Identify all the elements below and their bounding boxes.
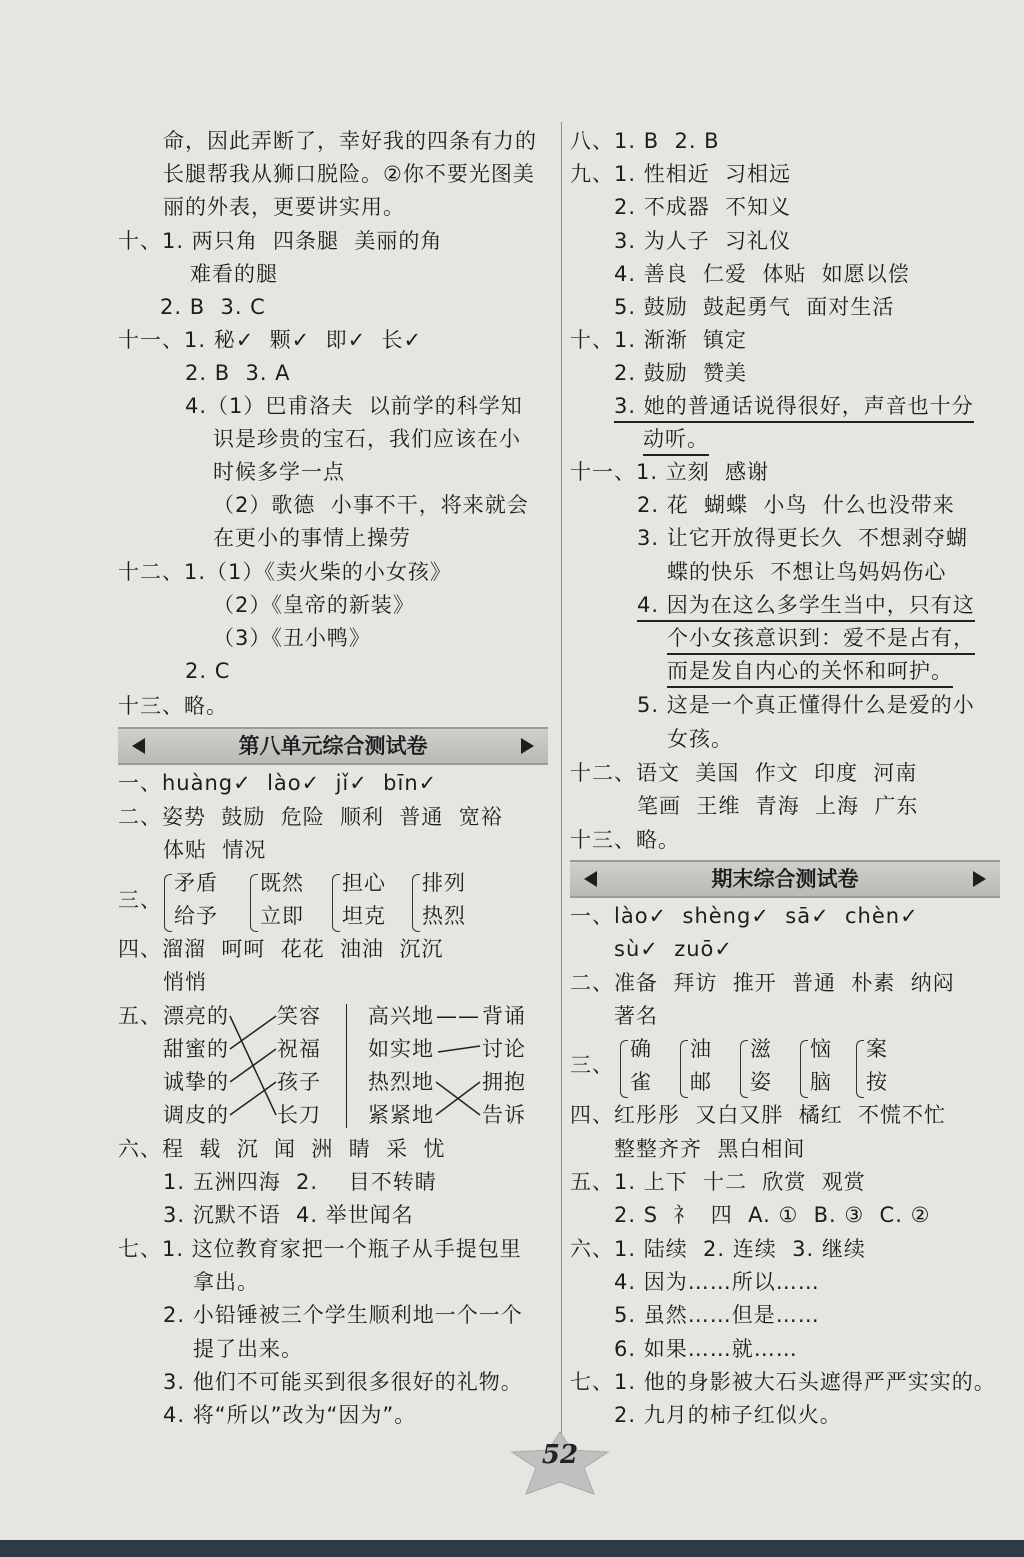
pair-bottom: 姿: [750, 1070, 772, 1094]
left-line: 十二、1.（1）《卖火柴的小女孩》: [118, 560, 452, 584]
right-line: 3. 她的普通话说得很好，声音也十分: [614, 391, 974, 423]
banner-title: 期末综合测试卷: [711, 866, 859, 891]
matching-lines: [434, 1032, 484, 1132]
right-line: 十、1. 渐渐 镇定: [570, 328, 748, 352]
answer-line: 5. 虽然……但是……: [614, 1303, 820, 1327]
left-line: 识是珍贵的宝石，我们应该在小: [213, 427, 521, 451]
match-right: 讨论: [482, 1037, 526, 1061]
page-number: 52: [541, 1440, 579, 1470]
right-line: 4. 善良 仁爱 体贴 如愿以偿: [614, 262, 910, 286]
match-right: 告诉: [482, 1103, 526, 1127]
answer-label: 三、: [570, 1053, 614, 1077]
pair-bottom: 按: [866, 1070, 888, 1094]
match-dash: ——: [436, 1004, 480, 1028]
right-line: 女孩。: [667, 727, 733, 751]
brace-icon: [412, 874, 420, 932]
left-line: 时候多学一点: [213, 460, 345, 484]
answer-line: 4. 因为……所以……: [614, 1270, 820, 1294]
brace-icon: [800, 1040, 808, 1098]
pair-top: 排列: [422, 871, 466, 895]
match-left: 热烈地: [368, 1070, 434, 1094]
answer-line: 拿出。: [193, 1270, 259, 1294]
left-line: 2. B 3. C: [160, 295, 266, 319]
answer-line: sù✓ zuō✓: [614, 937, 733, 961]
answer-line: 体贴 情况: [163, 838, 267, 862]
matching-lines: [228, 1000, 280, 1130]
answer-line: 七、1. 这位教育家把一个瓶子从手提包里: [118, 1237, 522, 1261]
pair-top: 恼: [810, 1037, 832, 1061]
arrow-right-icon: [973, 871, 986, 887]
arrow-right-icon: [521, 738, 534, 754]
left-line: （2）《皇帝的新装》: [213, 593, 415, 617]
answer-line: 1. 五洲四海 2. 目不转睛: [163, 1170, 437, 1194]
match-right: 孩子: [277, 1070, 321, 1094]
pair-top: 担心: [342, 871, 386, 895]
right-line: 2. 鼓励 赞美: [614, 361, 748, 385]
answer-line: 4. 将“所以”改为“因为”。: [163, 1403, 417, 1427]
right-line: 个小女孩意识到：爱不是占有，: [667, 623, 975, 655]
left-line: 命，因此弄断了，幸好我的四条有力的: [163, 129, 537, 153]
answer-line: 2. 九月的柿子红似火。: [614, 1403, 842, 1427]
section-banner-unit8: [118, 727, 548, 765]
right-line: 笔画 王维 青海 上海 广东: [637, 794, 919, 818]
brace-icon: [620, 1040, 628, 1098]
left-line: 2. C: [185, 659, 231, 683]
match-right: 背诵: [482, 1004, 526, 1028]
left-line: 难看的腿: [190, 262, 278, 286]
answer-line: 一、huàng✓ lào✓ jǐ✓ bīn✓: [118, 771, 438, 795]
match-left: 漂亮的: [163, 1004, 229, 1028]
right-line: 动听。: [643, 424, 709, 456]
bottom-edge: [0, 1540, 1024, 1557]
left-line: （2）歌德 小事不干，将来就会: [213, 493, 529, 517]
brace-icon: [740, 1040, 748, 1098]
left-line: 4.（1）巴甫洛夫 以前学的科学知: [185, 394, 523, 418]
match-left: 如实地: [368, 1037, 434, 1061]
match-left: 调皮的: [163, 1103, 229, 1127]
right-line: 而是发自内心的关怀和呵护。: [667, 656, 953, 688]
match-right: 拥抱: [482, 1070, 526, 1094]
answer-line: 六、1. 陆续 2. 连续 3. 继续: [570, 1237, 866, 1261]
answer-line: 悄悄: [163, 970, 207, 994]
match-right: 长刀: [277, 1103, 321, 1127]
right-line: 5. 这是一个真正懂得什么是爱的小: [637, 693, 975, 717]
right-line: 十一、1. 立刻 感谢: [570, 460, 770, 484]
answer-line: 七、1. 他的身影被大石头遮得严严实实的。: [570, 1370, 996, 1394]
answer-line: 提了出来。: [193, 1337, 303, 1361]
answer-line: 2. 小铅锤被三个学生顺利地一个一个: [163, 1303, 523, 1327]
pair-top: 矛盾: [174, 871, 218, 895]
left-line: 长腿帮我从狮口脱险。②你不要光图美: [163, 162, 535, 186]
left-line: 十三、略。: [118, 694, 228, 718]
answer-line: 五、1. 上下 十二 欣赏 观赏: [570, 1170, 866, 1194]
left-line: 在更小的事情上操劳: [213, 526, 411, 550]
right-line: 九、1. 性相近 习相远: [570, 162, 792, 186]
answer-line: 二、准备 拜访 推开 普通 朴素 纳闷: [570, 971, 955, 995]
answer-line: 四、溜溜 呵呵 花花 油油 沉沉: [118, 937, 444, 961]
brace-icon: [164, 874, 172, 932]
pair-bottom: 雀: [630, 1070, 652, 1094]
pair-bottom: 邮: [690, 1070, 712, 1094]
answer-line: 一、lào✓ shèng✓ sā✓ chèn✓: [570, 904, 919, 928]
left-line: 2. B 3. A: [185, 361, 291, 385]
left-line: 丽的外表，更要讲实用。: [163, 195, 405, 219]
right-line: 5. 鼓励 鼓起勇气 面对生活: [614, 295, 895, 319]
right-line: 3. 为人子 习礼仪: [614, 229, 792, 253]
match-left: 紧紧地: [368, 1103, 434, 1127]
pair-bottom: 热烈: [422, 904, 466, 928]
banner-title: 第八单元综合测试卷: [238, 733, 428, 758]
answer-line: 六、程 载 沉 闻 洲 睛 采 忧: [118, 1137, 446, 1161]
pair-top: 油: [690, 1037, 712, 1061]
left-line: 十、1. 两只角 四条腿 美丽的角: [118, 229, 443, 253]
brace-icon: [680, 1040, 688, 1098]
answer-line: 四、红彤彤 又白又胖 橘红 不慌不忙: [570, 1103, 947, 1127]
left-line: （3）《丑小鸭》: [213, 626, 371, 650]
column-divider: [561, 122, 562, 1442]
answer-line: 3. 他们不可能买到很多很好的礼物。: [163, 1370, 523, 1394]
answer-line: 3. 沉默不语 4. 举世闻名: [163, 1203, 414, 1227]
pair-bottom: 给予: [174, 904, 218, 928]
answer-line: 整整齐齐 黑白相间: [614, 1137, 806, 1161]
vertical-divider: [346, 1004, 347, 1128]
section-banner-final: [570, 860, 1000, 898]
right-line: 2. 不成器 不知义: [614, 195, 792, 219]
pair-bottom: 立即: [260, 904, 304, 928]
pair-top: 既然: [260, 871, 304, 895]
right-line: 蝶的快乐 不想让鸟妈妈伤心: [667, 560, 947, 584]
pair-top: 案: [866, 1037, 888, 1061]
right-line: 2. 花 蝴蝶 小鸟 什么也没带来: [637, 493, 955, 517]
brace-icon: [250, 874, 258, 932]
right-line: 3. 让它开放得更长久 不想剥夺蝴: [637, 526, 969, 550]
left-line: 十一、1. 秘✓ 颗✓ 即✓ 长✓: [118, 328, 423, 352]
match-left: 诚挚的: [163, 1070, 229, 1094]
right-line: 十三、略。: [570, 828, 680, 852]
answer-label: 五、: [118, 1004, 162, 1028]
answer-line: 2. S 礻 四 A. ① B. ③ C. ②: [614, 1203, 931, 1227]
pair-bottom: 坦克: [342, 904, 386, 928]
match-left: 甜蜜的: [163, 1037, 229, 1061]
right-line: 八、1. B 2. B: [570, 129, 720, 153]
right-line: 十二、语文 美国 作文 印度 河南: [570, 761, 918, 785]
pair-top: 确: [630, 1037, 652, 1061]
match-right: 祝福: [277, 1037, 321, 1061]
match-right: 笑容: [277, 1004, 321, 1028]
answer-line: 著名: [614, 1004, 658, 1028]
pair-bottom: 脑: [810, 1070, 832, 1094]
right-line: 4. 因为在这么多学生当中，只有这: [637, 590, 975, 622]
brace-icon: [332, 874, 340, 932]
answer-line: 二、姿势 鼓励 危险 顺利 普通 宽裕: [118, 805, 503, 829]
pair-top: 滋: [750, 1037, 772, 1061]
match-left: 高兴地: [368, 1004, 434, 1028]
answer-line: 6. 如果……就……: [614, 1337, 798, 1361]
brace-icon: [856, 1040, 864, 1098]
answer-label: 三、: [118, 888, 162, 912]
